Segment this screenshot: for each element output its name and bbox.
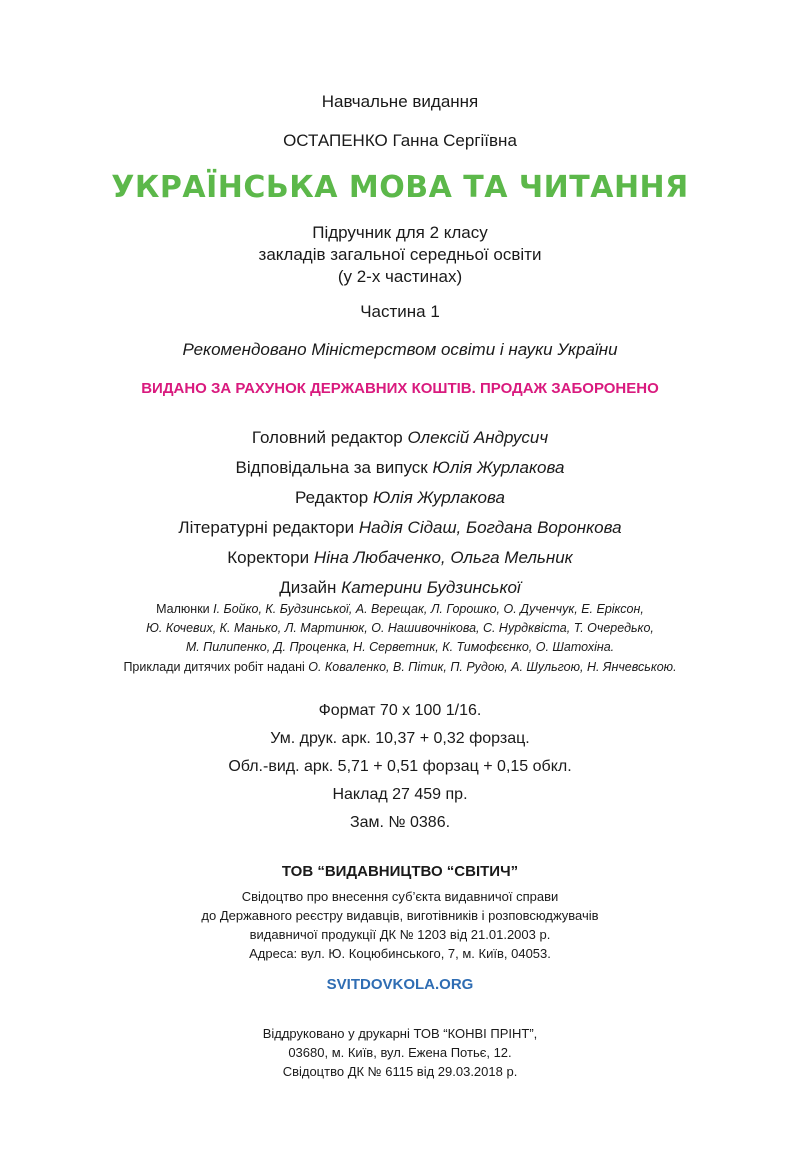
illustrators-line: М. Пилипенко, Д. Проценка, Н. Серветник, К. Тимофєєнко, О. Шатохіна. [185,640,615,654]
author-name: ОСТАПЕНКО Ганна Сергіївна [283,131,517,150]
credit-name: Юлія Журлакова [372,488,505,507]
printing-info [0,1024,800,1081]
credit-role: Коректори [227,548,310,567]
part-number: Частина 1 [360,302,440,321]
website-link[interactable]: SVITDOVKOLA.ORG [326,976,474,993]
illustrators-label: Малюнки [156,602,210,616]
book-title: УКРАЇНСЬКА МОВА ТА ЧИТАННЯ [111,170,689,205]
children-works-names: О. Коваленко, В. Пітик, П. Рудою, А. Шульгою, Н. Янчевською. [308,660,677,674]
credit-role: Літературні редактори [178,518,355,537]
printing-line: 03680, м. Київ, вул. Ежена Потьє, 12. [288,1045,512,1060]
subtitle-line: закладів загальної середньої освіти [258,245,542,264]
free-distribution-notice: ВИДАНО ЗА РАХУНОК ДЕРЖАВНИХ КОШТІВ. ПРОДАЖ ЗАБОРОНЕНО [141,380,659,397]
credit-role: Дизайн [279,578,337,597]
edition-type: Навчальне видання [321,92,479,111]
certificate-line: до Державного реєстру видавців, виготівників і розповсюджувачів [201,908,599,923]
certificate-line: видавничої продукції ДК № 1203 від 21.01.2003 р. [249,927,551,942]
spec-line: Ум. друк. арк. 10,37 + 0,32 форзац. [270,730,530,747]
publisher-name: ТОВ “ВИДАВНИЦТВО “СВІТИЧ” [281,863,519,880]
credit-name: Юлія Журлакова [432,458,565,477]
illustrators-line: Ю. Кочевих, К. Манько, Л. Мартинюк, О. Нашивочнікова, С. Нурдквіста, Т. Очередько, [146,621,654,635]
subtitle-block [0,222,800,288]
illustrators-line [0,600,800,619]
credit-name: Катерини Будзинської [341,578,521,597]
credit-role: Головний редактор [251,428,403,447]
credits-block [0,423,800,603]
credit-name: Ніна Любаченко, Ольга Мельник [313,548,573,567]
illustrators-block [0,600,800,657]
subtitle-line: (у 2-х частинах) [337,267,463,286]
children-works-label: Приклади дитячих робіт надані [123,660,305,674]
credit-line [0,543,800,573]
credit-name: Олексій Андрусич [407,428,549,447]
spec-line: Обл.-вид. арк. 5,71 + 0,51 форзац + 0,15 обкл. [228,758,572,775]
credit-name: Надія Сідаш, Богдана Воронкова [358,518,622,537]
spec-line: Формат 70 x 100 1/16. [318,702,482,719]
credit-line [0,483,800,513]
certificate-line: Свідоцтво про внесення суб’єкта видавничої справи [241,889,559,904]
credit-line [0,453,800,483]
spec-line: Зам. № 0386. [349,814,451,831]
certificate-line: Адреса: вул. Ю. Коцюбинського, 7, м. Київ, 04053. [249,946,551,961]
spec-line: Наклад 27 459 пр. [332,786,468,803]
printing-line: Віддруковано у друкарні ТОВ “КОНВІ ПРІНТ”, [262,1026,538,1041]
children-works-credit [0,660,800,674]
publisher-certificate [0,887,800,963]
technical-specs [0,697,800,837]
credit-line [0,513,800,543]
credit-line [0,423,800,453]
printing-line: Свідоцтво ДК № 6115 від 29.03.2018 р. [282,1064,518,1079]
credit-role: Редактор [295,488,369,507]
credit-line [0,573,800,603]
subtitle-line: Підручник для 2 класу [312,223,488,242]
credit-role: Відповідальна за випуск [235,458,428,477]
illustrators-names: І. Бойко, К. Будзинської, А. Верещак, Л. Горошко, О. Дученчук, Е. Еріксон, [213,602,644,616]
recommendation: Рекомендовано Міністерством освіти і науки України [182,340,618,359]
